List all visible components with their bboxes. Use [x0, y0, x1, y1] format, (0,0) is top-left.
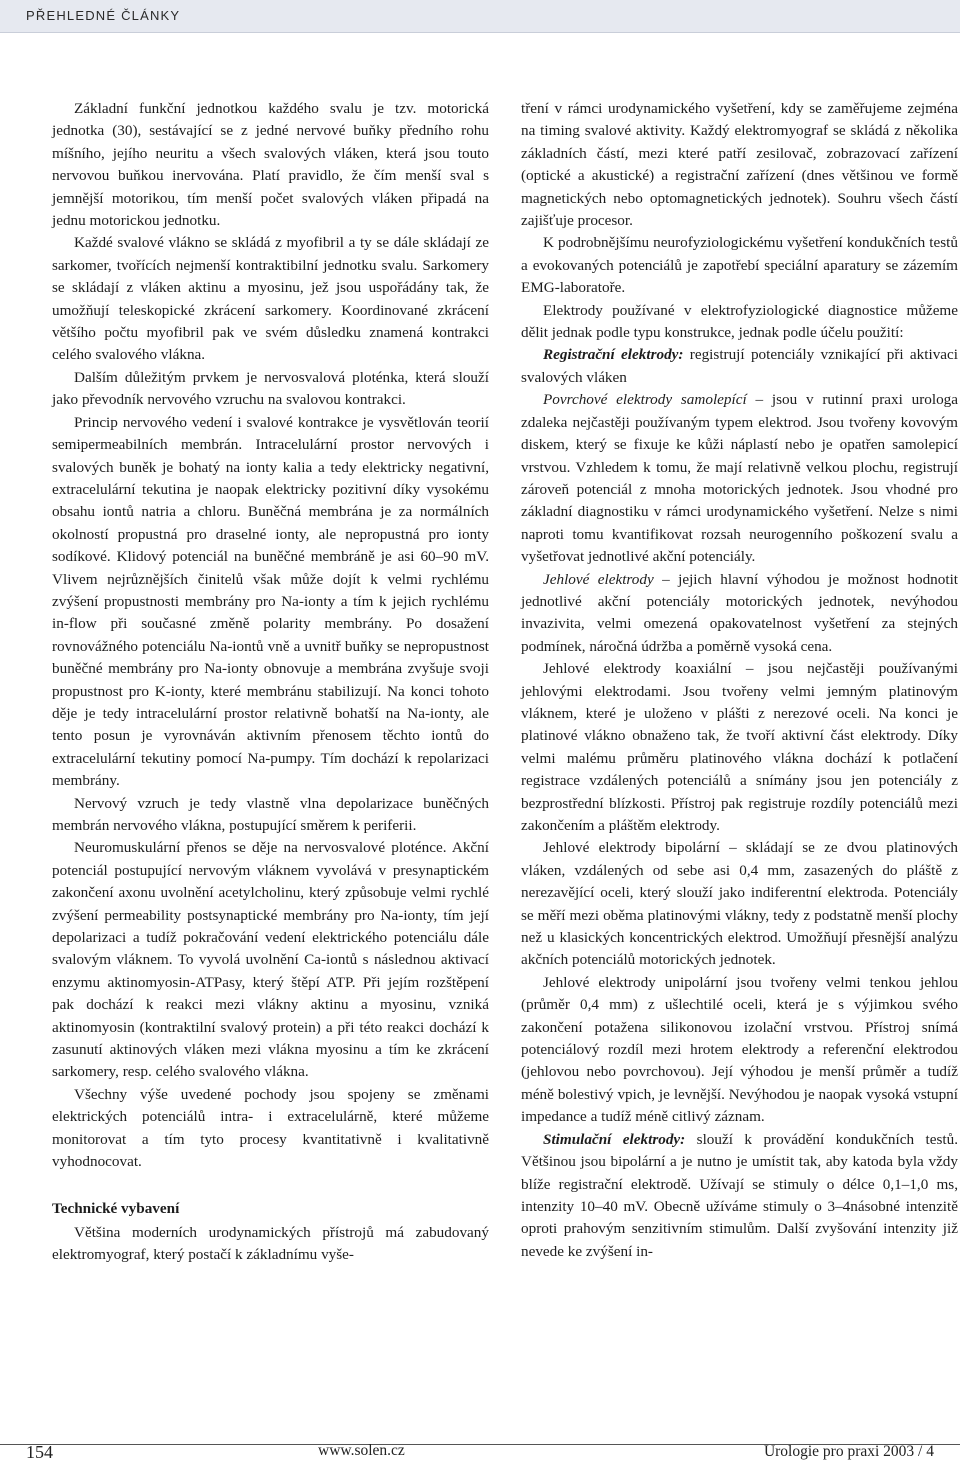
section-heading: Technické vybavení: [52, 1199, 180, 1217]
term-text: – jsou v rutinní praxi urologa zdaleka nejčastěji používaným typem elektrod. Jsou tvořeny kovovým diskem, který se fixuje ke kůži náplastí nebo je opatřen samolepicí vrstvou. Vzhledem k tomu, že mají relativně velkou plochu, registrují zároveň potenciál z mnoha motorických jednotek. Jsou vhodné pro základní diagnostiku v rámci urodynamického vyšetření. Nelze s nimi naproti tomu kvantifikovat rozsah neurogenního poškození svalu a vyšetřovat jednotlivé akční potenciály.: [521, 391, 958, 566]
paragraph: K podrobnějšímu neurofyziologickému vyšetření kondukčních testů a evokovaných potenciálů je zapotřebí speciální aparatury se zázemím EMG-laboratoře.: [521, 234, 958, 297]
paragraph: Nervový vzruch je tedy vlastně vlna depolarizace buněčných membrán nervového vlákna, postupující směrem k periferii.: [52, 794, 489, 834]
paragraph: tření v rámci urodynamického vyšetření, kdy se zaměřujeme zejména na timing svalové aktivity. Každý elektromyograf se skládá z několika základních částí, mezi které patří zesilovač, zobrazovací zařízení (optické a akustické) a registrační zařízení (dnes většinou ve formě magnetických nebo optomagnetických jednotek). Souhru všech částí zajišťuje procesor.: [521, 100, 958, 230]
term-text: slouží k provádění kondukčních testů. Většinou jsou bipolární a je nutno je umístit tak, aby katoda byla vždy blíže registrační elektrodě. Užívají se stimuly o délce 0,1–1,0 ms, intenzity 10–40 mV. Obecně užíváme stimuly o 3–4násobné intenzitě oproti prahovým senzitivním stimulům. Další zvyšování intenzity již nevede ke zvýšení in-: [521, 1130, 958, 1260]
paragraph: Neuromuskulární přenos se děje na nervosvalové ploténce. Akční potenciál postupující nervovým vláknem vyvolává v presynaptickém zakončení axonu uvolnění acetylcholinu, který způsobuje velmi rychlé zvýšení permeability postsynaptické membrány pro Na-ionty, tím její depolarizaci a tudíž pokračování vedení elektrického potenciálu dále svalovým vláknem. To vyvolá uvolnění Ca-iontů s následnou aktivací enzymu aktinomyosin-ATPasy, který štěpí ATP. Při jejím rozštěpení pak dochází k reakci mezi vlákny aktinu a myosinu, vzniká aktinomyosin (kontraktilní svalový protein) a při této reakci dochází k zasunutí aktinových vláken mezi vlákna myosinu a tím ke zkrácení sarkomery, resp. celého svalového vlákna.: [52, 839, 489, 1081]
paragraph: Jehlové elektrody unipolární jsou tvořeny velmi tenkou jehlou (průměr 0,4 mm) z ušlechtilé oceli, která je s výjimkou svého zakončení potažena silikonovou izolační vrstvou. Přístroj snímá potenciálový rozdíl mezi hrotem elektrody a referenční elektrodou (jehlovou nebo povrchovou). Její výhodou je menší průměr a tudíž méně bolestivý vpich, je levnější. Nevýhodou je naopak vysoká vstupní impedance a tudíž méně citlivý záznam.: [521, 973, 958, 1126]
paragraph: Většina moderních urodynamických přístrojů má zabudovaný elektromyograf, který postačí k základnímu vyše-: [52, 1223, 489, 1264]
paragraph: Jehlové elektrody bipolární – skládají se ze dvou platinových vláken, vzdálených od sebe asi 0,4 mm, zasazených do pláště z nerezavějící oceli, který slouží jako indiferentní elektroda. Potenciály se měří mezi oběma platinovými vlákny, tedy z podstatně menší plochy než u klasických koncentrických elektrod. Umožňují přesnější analýzu akčních potenciálů motorických jednotek.: [521, 839, 958, 969]
term-povrchove: Povrchové elektrody samolepící: [543, 391, 747, 409]
term-jehlove: Jehlové elektrody: [543, 570, 654, 588]
paragraph: Dalším důležitým prvkem je nervosvalová ploténka, která slouží jako převodník nervového vzruchu na svalovou kontrakci.: [52, 368, 489, 409]
website-link[interactable]: www.solen.cz: [318, 1442, 405, 1459]
term-registracni: Registrační elektrody:: [543, 346, 684, 364]
paragraph: Elektrody používané v elektrofyziologické diagnostice můžeme dělit jednak podle typu konstrukce, jednak podle účelu použití:: [521, 301, 958, 342]
paragraph: [521, 569, 958, 659]
left-column: [52, 98, 489, 1267]
paragraph: [521, 389, 958, 568]
paragraph: Všechny výše uvedené pochody jsou spojeny se změnami elektrických potenciálů intra- i extracelulárně, které můžeme monitorovat a tím tyto procesy kvantitativně i kvalitativně vyhodnocovat.: [52, 1085, 489, 1171]
paragraph: [521, 1129, 958, 1263]
page-number: 154: [26, 1442, 53, 1462]
right-column: [521, 98, 958, 1263]
paragraph: Každé svalové vlákno se skládá z myofibril a ty se dále skládají ze sarkomer, tvořících nejmenší kontraktibilní jednotku svalu. Sarkomery se skládají z vláken aktinu a myosinu, jež jsou uspořádány tak, že umožňují teleskopické zkrácení sarkomery. Koordinované zkrácení většího počtu myofibril pak ve svém důsledku znamená kontrakci celého svalového vlákna.: [52, 234, 489, 364]
term-stimulacni: Stimulační elektrody:: [543, 1130, 686, 1148]
paragraph: Princip nervového vedení i svalové kontrakce je vysvětlován teorií semipermeabilních membrán. Intracelulární prostor nervových i svalových buněk je bohatý na ionty kalia a tedy elektricky negativní, extracelulární tekutina je naopak elektricky pozitivní díky vysokému obsahu iontů natria a chloru. Buněčná membrána je za normálních okolností propustná pro draselné ionty, ale nepropustná pro ionty sodíkové. Klidový potenciál na buněčné membráně je asi 60–90 mV. Vlivem nejrůznějších činitelů však může dojít k velmi rychlému zvýšení propustnosti membrány pro Na-ionty a tím k jejich rychlému in-flow při současné změně polarity membrány. Po dosažení rovnovážného potenciálu Na-iontů vně a uvnitř buňky se nepropustnost buněčné membrány pro Na-ionty obnovuje a membrána zvyšuje svoji propustnost pro K-ionty, které membránu stabilizují. Na konci tohoto děje je tedy intracelulární prostor relativně bohatší na Na-ionty, ale tento posun je vyrovnáván aktivním přenosem těchto iontů do extracelulární tekutiny pomocí Na-pumpy. Tím dochází k repolarizaci membrány.: [52, 413, 489, 790]
paragraph: Základní funkční jednotkou každého svalu je tzv. motorická jednotka (30), sestávající se z jedné nervové buňky předního rohu míšního, jejího neuritu a všech svalových vláken, která jsou touto nervovou buňkou inervována. Platí pravidlo, že čím menší sval s jemnější motorikou, tím menší počet svalových vláken připadá na jednu motorickou jednotku.: [52, 100, 489, 230]
term-text: – jejich hlavní výhodou je možnost hodnotit jednotlivé akční potenciály motorických jednotek, nevýhodou invazivita, velmi omezená opakovatelnost vyšetření za stejných podmínek, náročná údržba a poměrně vysoká cena.: [521, 570, 959, 655]
paragraph: Jehlové elektrody koaxiální – jsou nejčastěji používanými jehlovými elektrodami. Jsou tvořeny velmi jemným platinovým vláknem, které je uloženo v plášti z nerezové oceli. Na konci je platinové vlákno obnaženo tak, že tvoří aktivní část elektrody. Díky velmi malému průměru platinového vlákna dochází k potlačení registrace vzdálených potenciálů a snímány jsou jen potenciály z bezprostřední blízkosti. Přístroj pak registruje rozdíly potenciálů mezi zakončením a pláštěm elektrody.: [521, 660, 958, 834]
paragraph: [521, 344, 958, 389]
journal-reference: Urologie pro praxi 2003 / 4: [763, 1443, 934, 1460]
term-text: registrují potenciály vznikající při aktivaci svalových vláken: [521, 346, 958, 386]
section-label: PŘEHLEDNÉ ČLÁNKY: [26, 8, 181, 23]
header-bar: [0, 0, 960, 33]
